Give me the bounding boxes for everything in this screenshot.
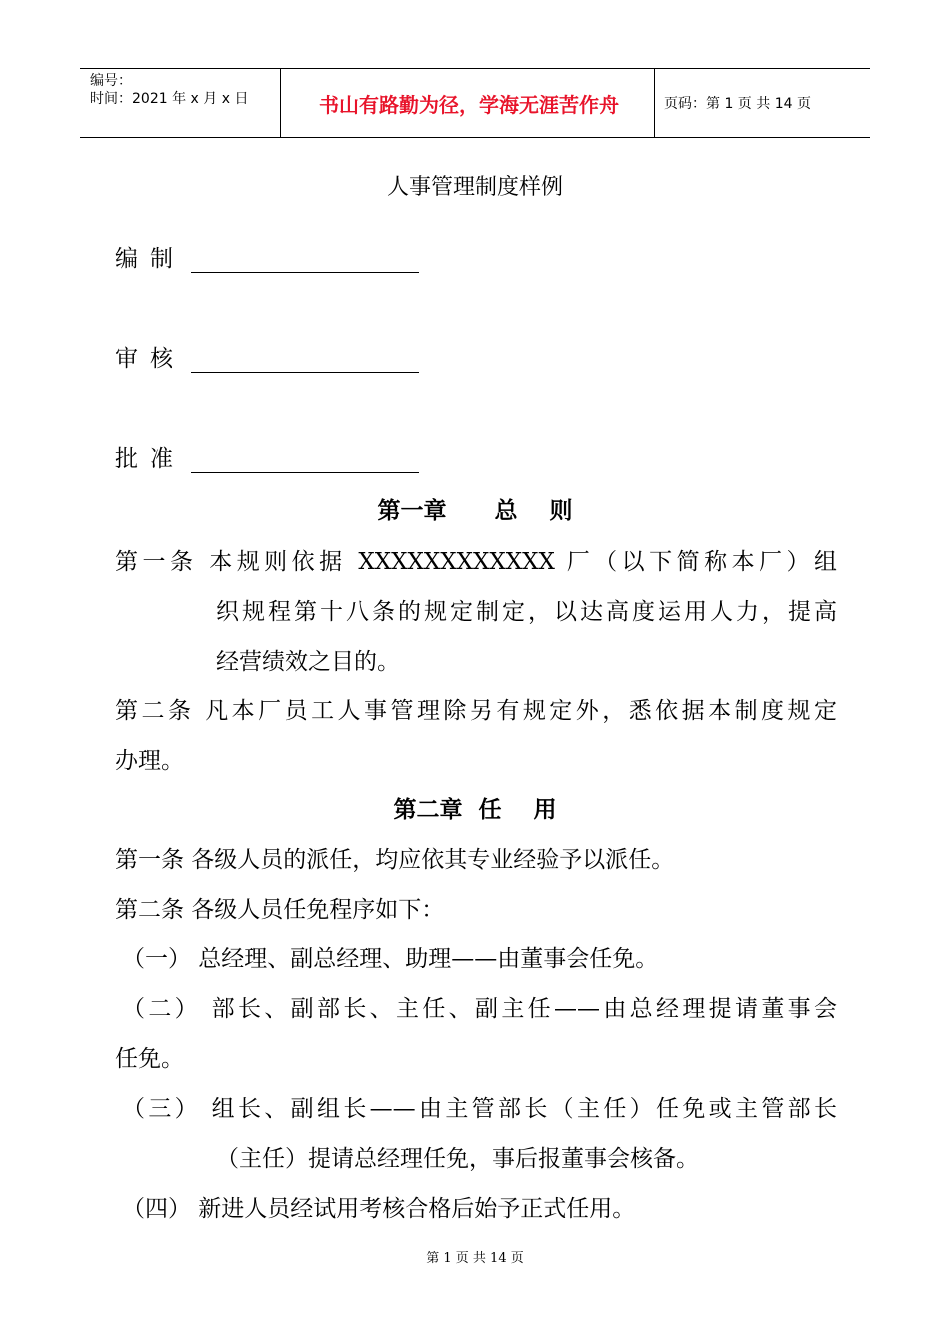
paragraph-line: 经营绩效之目的。 [216, 649, 400, 675]
chapter-heading: 第二章 任 用 [393, 796, 557, 823]
header-page-info: 页码：第 1 页 共 14 页 [664, 96, 811, 112]
signature-label: 审核 [115, 346, 185, 372]
page-footer: 第 1 页 共 14 页 [426, 1251, 524, 1266]
paragraph-line: 第二条 凡本厂员工人事管理除另有规定外，悉依据本制度规定 [115, 698, 837, 724]
signature-approve [115, 440, 419, 473]
header-meta [90, 72, 248, 108]
paragraph-line: 第二条 各级人员任免程序如下： [115, 897, 445, 923]
signature-line [191, 448, 419, 473]
list-item: 任免。 [115, 1046, 184, 1072]
time-label: 时间：2021 年 x 月 x 日 [90, 91, 249, 107]
signature-line [191, 248, 419, 273]
number-label: 编号： [90, 73, 132, 89]
signature-line [191, 348, 419, 373]
paragraph-line: 织规程第十八条的规定制定，以达高度运用人力，提高 [216, 599, 837, 625]
list-item: （一） 总经理、副总经理、助理——由董事会任免。 [122, 946, 659, 972]
signature-compile [115, 240, 419, 273]
paragraph-line: 第一条 本规则依据 XXXXXXXXXXXX 厂（以下简称本厂）组 [115, 549, 837, 575]
signature-review [115, 340, 419, 373]
header-table [80, 68, 870, 138]
list-item: （二） 部长、副部长、主任、副主任——由总经理提请董事会 [122, 996, 837, 1022]
document-title: 人事管理制度样例 [386, 175, 563, 200]
list-item: （四） 新进人员经试用考核合格后始予正式任用。 [122, 1196, 636, 1222]
signature-label: 编制 [115, 246, 185, 272]
paragraph-line: 办理。 [115, 748, 184, 774]
signature-label: 批准 [115, 446, 185, 472]
header-motto: 书山有路勤为径，学海无涯苦作舟 [319, 92, 619, 117]
list-item: （三） 组长、副组长——由主管部长（主任）任免或主管部长 [122, 1096, 837, 1122]
paragraph-line: 第一条 各级人员的派任，均应依其专业经验予以派任。 [115, 847, 675, 873]
list-item: （主任）提请总经理任免，事后报董事会核备。 [216, 1146, 699, 1172]
chapter-heading: 第一章 总 则 [377, 497, 573, 524]
